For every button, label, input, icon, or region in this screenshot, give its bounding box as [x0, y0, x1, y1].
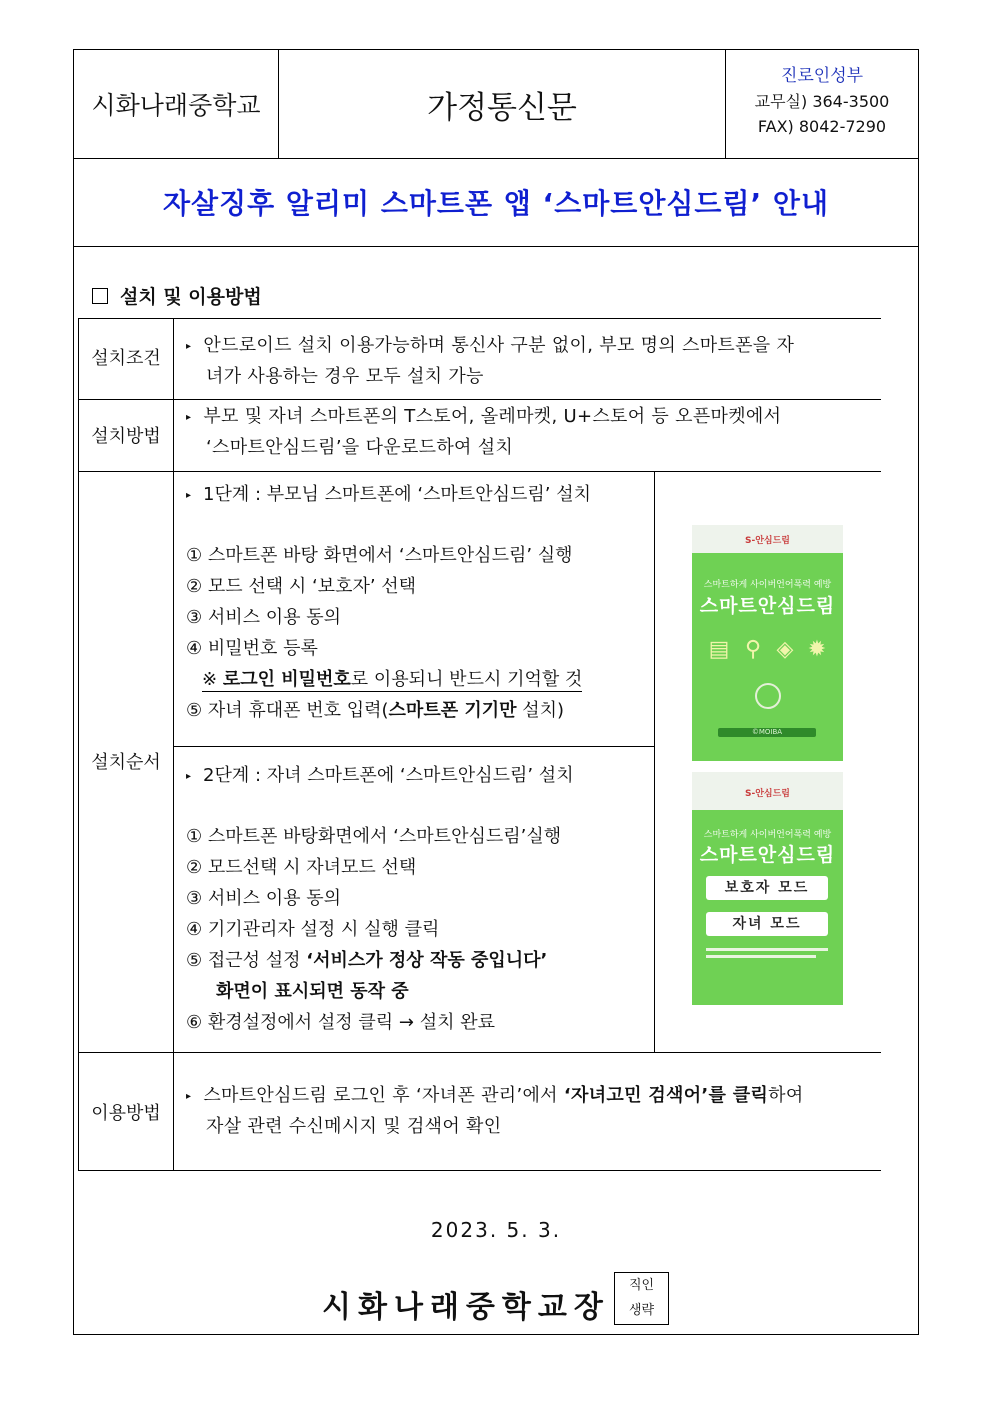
notice-line	[706, 948, 828, 951]
row-label-condition: 설치조건	[91, 348, 161, 369]
app-header	[692, 772, 843, 810]
seal-box: 직인 생략	[614, 1272, 669, 1325]
gear-icon: ✹	[807, 637, 827, 662]
issue-date: 2023. 5. 3.	[430, 1218, 562, 1242]
step1-list	[186, 540, 582, 726]
app-subtitle: 스마트하게 사이버언어폭력 예방	[703, 580, 832, 590]
bullet-icon: ▸	[186, 1091, 192, 1102]
app-header	[692, 525, 843, 553]
table-line	[173, 318, 174, 1171]
checkbox-icon	[92, 288, 108, 304]
bullet-icon: ▸	[186, 490, 192, 501]
step1-heading: ▸ 1단계 : 부모님 스마트폰에 ‘스마트안심드림’ 설치	[186, 484, 591, 505]
document-title: 자살징후 알리미 스마트폰 앱 ‘스마트안심드림’ 안내	[74, 158, 918, 247]
bullet-icon: ▸	[186, 341, 192, 352]
list-item: ② 모드선택 시 자녀모드 선택	[186, 857, 417, 878]
section-heading	[92, 282, 262, 309]
list-item: ⑤ 자녀 휴대폰 번호 입력(스마트폰 기기만 설치)	[186, 700, 565, 721]
notice-line	[706, 955, 816, 958]
letter-header	[74, 50, 918, 159]
list-item: ④ 비밀번호 등록	[186, 638, 318, 659]
search-icon: ⚲	[744, 637, 762, 662]
password-note: ※ 로그인 비밀번호로 이용되니 반드시 기억할 것	[202, 669, 583, 690]
child-mode-button: 자녀 모드	[706, 912, 828, 936]
list-item: ⑤ 접근성 설정 ‘서비스가 정상 작동 중입니다’	[186, 950, 548, 971]
loading-spinner-icon	[755, 683, 781, 709]
row-label-method: 설치방법	[91, 426, 161, 447]
guardian-mode-button: 보호자 모드	[706, 876, 828, 900]
list-item: ② 모드 선택 시 ‘보호자’ 선택	[186, 576, 417, 597]
shield-icon: ◈	[776, 637, 794, 662]
app-footer: ©MOIBA	[718, 728, 816, 737]
app-name: 스마트안심드림	[699, 844, 836, 866]
table-line	[654, 471, 655, 1053]
app-name: 스마트안심드림	[699, 595, 836, 617]
bullet-icon: ▸	[186, 412, 192, 423]
list-item: ③ 서비스 이용 동의	[186, 607, 342, 628]
department-name: 진로인성부	[780, 66, 864, 86]
list-item: ③ 서비스 이용 동의	[186, 888, 342, 909]
row-label-usage: 이용방법	[91, 1103, 161, 1124]
app-logo: S-안심드림	[745, 789, 790, 799]
department-contact	[726, 64, 918, 139]
office-phone: 교무실) 364-3500	[754, 92, 890, 111]
step2-list	[186, 821, 561, 1038]
principal-signature: 시화나래중학교장	[322, 1290, 610, 1325]
letter-type: 가정통신문	[279, 50, 726, 158]
app-screenshot-guardian	[692, 525, 843, 761]
step2-heading: ▸ 2단계 : 자녀 스마트폰에 ‘스마트안심드림’ 설치	[186, 765, 574, 786]
bullet-icon: ▸	[186, 771, 192, 782]
list-item: ④ 기기관리자 설정 시 실행 클릭	[186, 919, 440, 940]
table-line	[78, 1170, 881, 1171]
school-name: 시화나래중학교	[74, 50, 279, 158]
list-item: 화면이 표시되면 동작 중	[216, 981, 409, 1002]
table-line	[78, 399, 881, 400]
document-frame	[73, 49, 919, 1335]
chat-icon: ▤	[708, 637, 730, 662]
row-label-order: 설치순서	[91, 752, 161, 773]
condition-text: ▸ 안드로이드 설치 이용가능하며 통신사 구분 없이, 부모 명의 스마트폰을 자 녀가 사용하는 경우 모두 설치 가능	[186, 335, 795, 387]
method-text: ▸ 부모 및 자녀 스마트폰의 T스토어, 올레마켓, U+스토어 등 오픈마켓에서 ‘스마트안심드림’을 다운로드하여 설치	[186, 406, 782, 458]
table-line	[78, 318, 881, 319]
table-line	[78, 1052, 881, 1053]
list-item: ① 스마트폰 바탕 화면에서 ‘스마트안심드림’ 실행	[186, 545, 573, 566]
office-fax: FAX) 8042-7290	[757, 117, 887, 136]
app-screenshot-mode-select	[692, 772, 843, 1005]
app-subtitle: 스마트하게 사이버언어폭력 예방	[703, 830, 832, 840]
usage-text: ▸ 스마트안심드림 로그인 후 ‘자녀폰 관리’에서 ‘자녀고민 검색어’를 클릭하여 자살 관련 수신메시지 및 검색어 확인	[186, 1085, 804, 1137]
section-title: 설치 및 이용방법	[120, 286, 262, 308]
table-line	[174, 746, 655, 747]
table-line	[78, 471, 881, 472]
app-logo: S-안심드림	[745, 536, 790, 546]
list-item: ⑥ 환경설정에서 설정 클릭 → 설치 완료	[186, 1012, 495, 1033]
list-item: ① 스마트폰 바탕화면에서 ‘스마트안심드림’실행	[186, 826, 562, 847]
